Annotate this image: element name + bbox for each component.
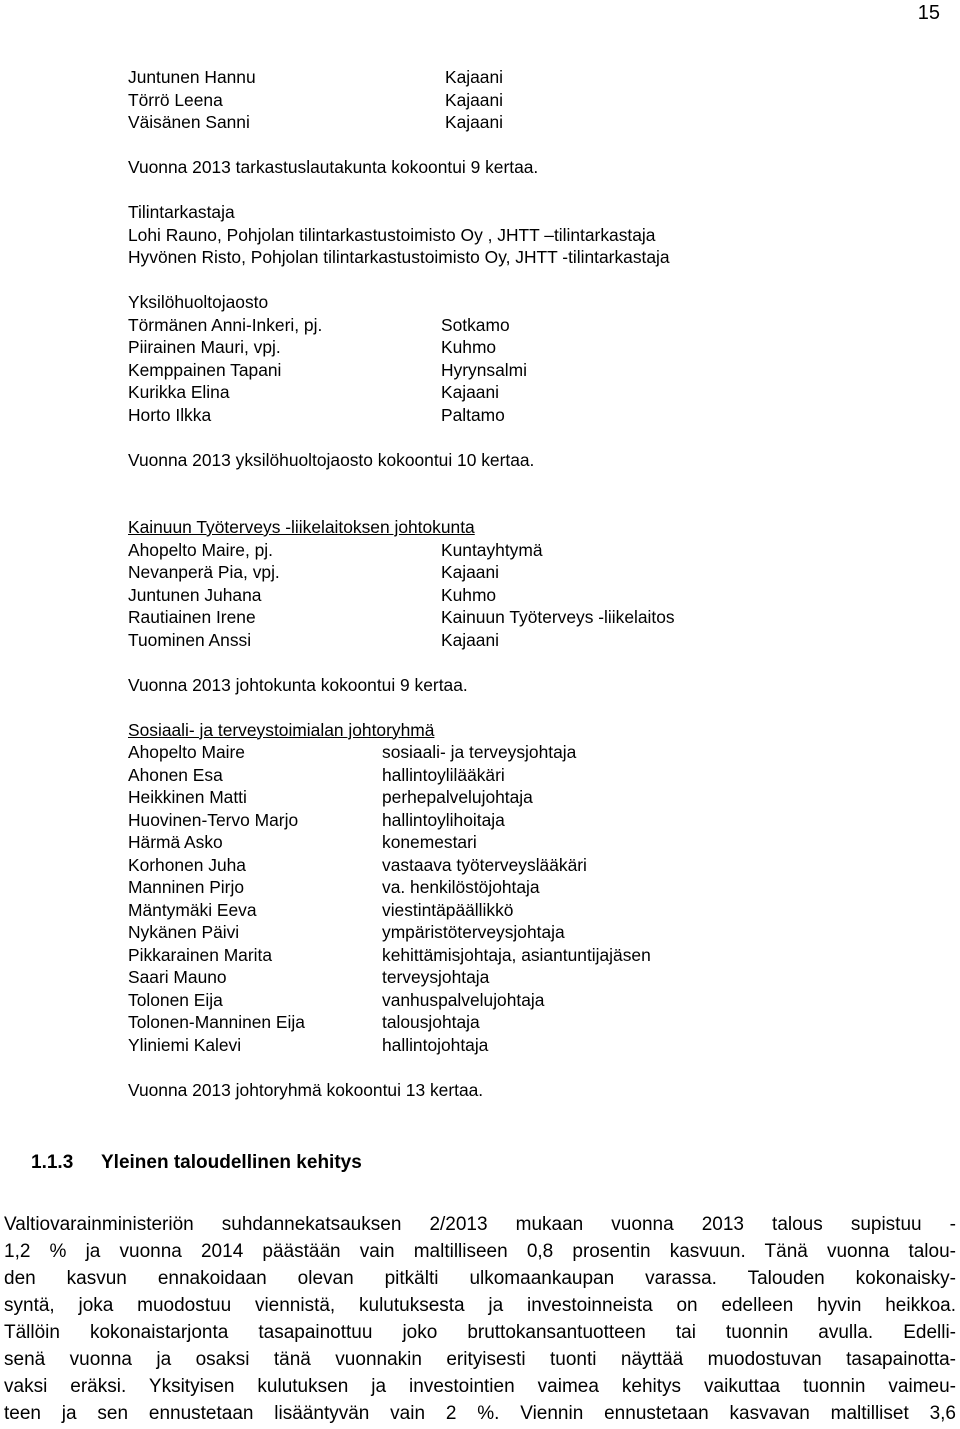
member-role: hallintoylihoitaja (382, 809, 505, 830)
member-row (128, 584, 928, 607)
johtoryhma-title: Sosiaali- ja terveystoimialan johtoryhmä (128, 719, 435, 740)
johtoryhma-list (128, 741, 928, 1056)
member-name: Piirainen Mauri, vpj. (128, 337, 281, 357)
member-name: Juntunen Juhana (128, 584, 262, 605)
member-role: ympäristöterveysjohtaja (382, 922, 565, 942)
tarkastuslautakunta-list (128, 66, 928, 134)
member-name: Pikkarainen Marita (128, 944, 273, 965)
member-row (128, 561, 928, 584)
page-number: 15 (917, 2, 940, 24)
member-place: Hyrynsalmi (441, 359, 527, 380)
member-name: Mäntymäki Eeva (128, 899, 257, 920)
member-row (128, 111, 928, 134)
member-name: Tuominen Anssi (128, 629, 252, 650)
paragraph-line: syntä, joka muodostuu viennistä, kulutuksesta ja investoinneista on edelleen hyvin heikkoa. (4, 1295, 956, 1316)
member-row (128, 89, 928, 112)
member-place: Kajaani (441, 562, 500, 582)
member-role: viestintäpäällikkö (382, 899, 514, 920)
member-name: Törrö Leena (128, 89, 223, 110)
member-role: va. henkilöstöjohtaja (382, 877, 540, 897)
member-row (128, 359, 928, 382)
member-row (128, 606, 928, 629)
member-role: vastaava työterveyslääkäri (382, 854, 587, 875)
member-place: Kajaani (441, 629, 500, 650)
member-row (128, 1034, 928, 1057)
member-place: Kuhmo (441, 337, 497, 357)
paragraph-line: 1,2 % ja vuonna 2014 päästään vain maltilliseen 0,8 prosentin kasvuun. Tänä vuonna talou- (4, 1241, 956, 1262)
meetings-note: Vuonna 2013 tarkastuslautakunta kokoontui 9 kertaa. (128, 157, 539, 177)
paragraph-line: Valtiovarainministeriön suhdannekatsauksen 2/2013 mukaan vuonna 2013 talous supistuu - (4, 1214, 956, 1235)
member-row (128, 786, 928, 809)
member-row (128, 336, 928, 359)
member-role: vanhuspalvelujohtaja (382, 989, 545, 1010)
paragraph-line: den kasvun ennakoidaan olevan pitkälti ulkomaankaupan varassa. Talouden kokonaisky- (4, 1268, 956, 1289)
member-role: hallintojohtaja (382, 1034, 489, 1055)
member-name: Horto Ilkka (128, 404, 212, 425)
page-content (128, 66, 928, 1101)
member-name: Törmänen Anni-Inkeri, pj. (128, 314, 323, 335)
member-row (128, 809, 928, 832)
member-row (128, 876, 928, 899)
member-name: Ahonen Esa (128, 764, 223, 785)
member-name: Huovinen-Tervo Marjo (128, 809, 299, 830)
member-row (128, 539, 928, 562)
member-row (128, 966, 928, 989)
paragraph-line: Tällöin kokonaistarjonta tasapainottuu joko bruttokansantuotteen tai tuonnin avulla. Edelli- (4, 1322, 956, 1343)
member-row (128, 314, 928, 337)
yksilohuoltojaosto-title: Yksilöhuoltojaosto (128, 292, 269, 312)
body-paragraph (4, 1211, 956, 1427)
member-row (128, 764, 928, 787)
member-row (128, 854, 928, 877)
member-name: Rautiainen Irene (128, 607, 256, 627)
member-name: Saari Mauno (128, 967, 227, 987)
tilintarkastaja-title: Tilintarkastaja (128, 202, 235, 222)
member-place: Kajaani (445, 67, 504, 87)
member-row (128, 404, 928, 427)
johtokunta-list (128, 539, 928, 652)
member-place: Kuhmo (441, 584, 497, 605)
member-name: Tolonen-Manninen Eija (128, 1012, 305, 1032)
yksilohuoltojaosto-list (128, 314, 928, 427)
meetings-note: Vuonna 2013 johtoryhmä kokoontui 13 kertaa. (128, 1079, 484, 1100)
member-row (128, 921, 928, 944)
member-role: talousjohtaja (382, 1012, 480, 1032)
member-place: Kainuun Työterveys -liikelaitos (441, 607, 675, 627)
member-place: Kajaani (445, 89, 504, 110)
member-name: Juntunen Hannu (128, 67, 256, 87)
tilintarkastaja-line: Hyvönen Risto, Pohjolan tilintarkastustoimisto Oy, JHTT -tilintarkastaja (128, 247, 670, 267)
member-row (128, 899, 928, 922)
member-place: Kuntayhtymä (441, 539, 543, 560)
member-name: Tolonen Eija (128, 989, 223, 1010)
member-row (128, 989, 928, 1012)
member-role: hallintoylilääkäri (382, 764, 505, 785)
johtokunta-title: Kainuun Työterveys -liikelaitoksen johtokunta (128, 517, 475, 537)
member-role: konemestari (382, 832, 477, 852)
member-name: Nevanperä Pia, vpj. (128, 562, 280, 582)
section-title: Yleinen taloudellinen kehitys (101, 1152, 362, 1173)
paragraph-line: teen ja sen ennustetaan lisääntyvän vain 2 %. Viennin ennustetaan kasvavan maltilliset 3,6 (4, 1403, 956, 1424)
member-role: sosiaali- ja terveysjohtaja (382, 742, 577, 762)
member-name: Yliniemi Kalevi (128, 1034, 242, 1055)
member-name: Härmä Asko (128, 832, 223, 852)
member-place: Kajaani (445, 112, 504, 132)
member-role: kehittämisjohtaja, asiantuntijajäsen (382, 944, 651, 965)
member-place: Sotkamo (441, 314, 510, 335)
meetings-note: Vuonna 2013 yksilöhuoltojaosto kokoontui 10 kertaa. (128, 449, 535, 470)
member-name: Nykänen Päivi (128, 922, 240, 942)
meetings-note: Vuonna 2013 johtokunta kokoontui 9 kertaa. (128, 674, 468, 695)
member-role: terveysjohtaja (382, 967, 490, 987)
member-row (128, 741, 928, 764)
member-row (128, 66, 928, 89)
member-row (128, 944, 928, 967)
member-row (128, 831, 928, 854)
member-name: Kurikka Elina (128, 382, 230, 402)
tilintarkastaja-line: Lohi Rauno, Pohjolan tilintarkastustoimisto Oy , JHTT –tilintarkastaja (128, 224, 656, 245)
member-name: Kemppainen Tapani (128, 359, 282, 380)
member-place: Paltamo (441, 404, 505, 425)
member-name: Korhonen Juha (128, 854, 246, 875)
member-place: Kajaani (441, 382, 500, 402)
paragraph-line: vaksi eräksi. Yksityisen kulutuksen ja investointien vaimea kehitys vaikuttaa tuonnin vaimeu- (4, 1376, 956, 1397)
member-name: Ahopelto Maire (128, 742, 245, 762)
member-name: Väisänen Sanni (128, 112, 250, 132)
paragraph-line: senä vuonna ja osaksi tänä vuonnakin erityisesti tuonti näyttää muodostuvan tasapainotta- (4, 1349, 956, 1370)
member-row (128, 629, 928, 652)
section-heading (31, 1152, 362, 1174)
member-row (128, 381, 928, 404)
member-name: Manninen Pirjo (128, 877, 245, 897)
member-name: Heikkinen Matti (128, 787, 247, 807)
member-role: perhepalvelujohtaja (382, 787, 533, 807)
member-name: Ahopelto Maire, pj. (128, 539, 274, 560)
member-row (128, 1011, 928, 1034)
section-number: 1.1.3 (31, 1152, 74, 1173)
